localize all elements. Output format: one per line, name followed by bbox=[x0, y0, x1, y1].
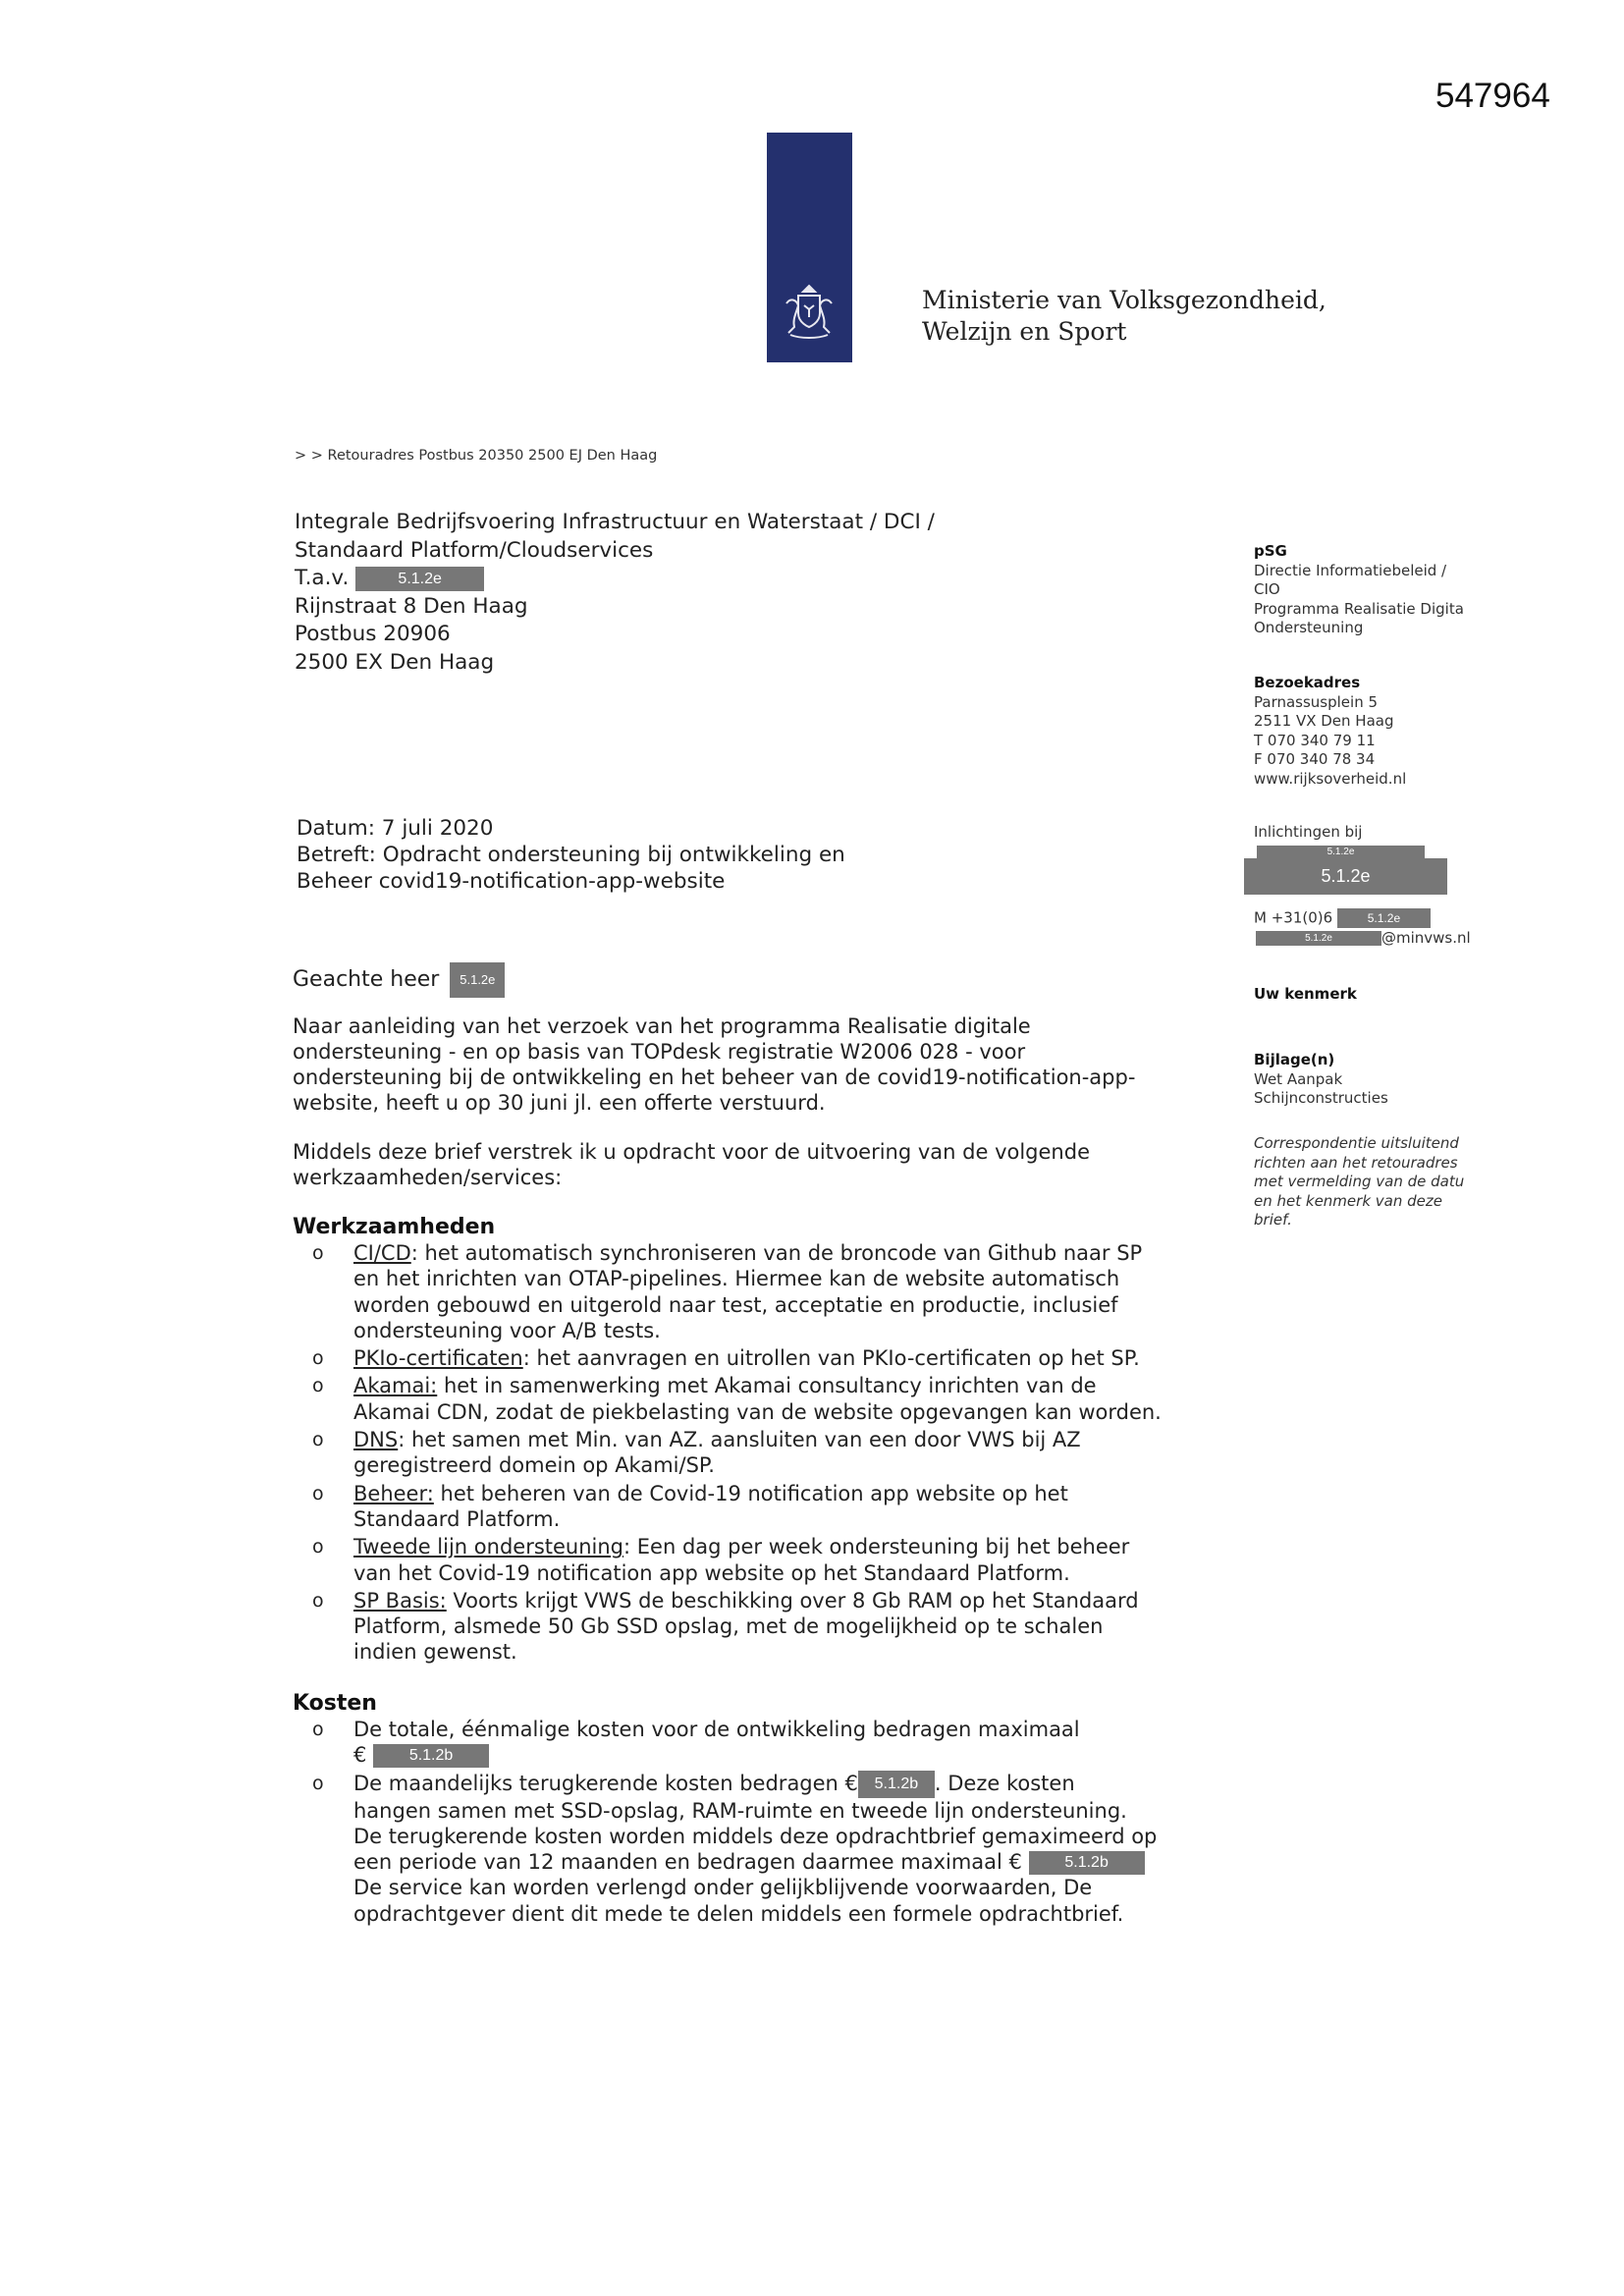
letter-meta bbox=[297, 815, 845, 895]
redaction-box: 5.1.2e bbox=[1257, 846, 1425, 858]
redaction-box: 5.1.2e bbox=[450, 962, 505, 998]
intro-line: website, heeft u op 30 juni jl. een offerte verstuurd. bbox=[293, 1091, 826, 1115]
list-item bbox=[304, 1717, 1157, 1769]
bullet-icon: o bbox=[312, 1536, 324, 1558]
item-text: : het automatisch synchroniseren van de broncode van Github naar SP bbox=[410, 1241, 1143, 1265]
sidebar-attachment-line: Schijnconstructies bbox=[1254, 1089, 1388, 1107]
redaction-box: 5.1.2e bbox=[1256, 931, 1381, 946]
assignment-line: Middels deze brief verstrek ik u opdracht voor de uitvoering van de volgende bbox=[293, 1140, 1090, 1164]
sidebar-org-line: Ondersteuning bbox=[1254, 619, 1364, 636]
intro-paragraph bbox=[293, 1013, 1135, 1116]
kosten-list bbox=[304, 1717, 1157, 1929]
redaction-box: 5.1.2e bbox=[1244, 858, 1447, 895]
item-text: . Deze kosten bbox=[934, 1771, 1075, 1795]
redaction-box: 5.1.2b bbox=[858, 1771, 935, 1798]
item-text: Voorts krijgt VWS de beschikking over 8 Gb RAM op het Standaard bbox=[446, 1588, 1139, 1613]
redaction-box: 5.1.2b bbox=[373, 1744, 489, 1768]
item-text: het in samenwerking met Akamai consultancy inrichten van de bbox=[437, 1374, 1097, 1398]
recipient-tav bbox=[295, 565, 935, 593]
redaction-box: 5.1.2b bbox=[1029, 1851, 1145, 1875]
recipient-postbus: Postbus 20906 bbox=[295, 622, 451, 646]
list-item bbox=[304, 1240, 1162, 1343]
ministry-line-2: Welzijn en Sport bbox=[922, 317, 1127, 346]
werkzaamheden-list bbox=[304, 1240, 1162, 1667]
sidebar-attachments bbox=[1254, 1051, 1388, 1109]
list-item bbox=[304, 1588, 1162, 1666]
list-item bbox=[304, 1345, 1162, 1371]
bullet-icon: o bbox=[312, 1347, 324, 1370]
salutation-text: Geachte heer bbox=[293, 967, 440, 992]
item-label: Tweede lijn ondersteuning bbox=[353, 1535, 624, 1559]
sidebar-visit-line: www.rijksoverheid.nl bbox=[1254, 769, 1407, 788]
item-text: Platform, alsmede 50 Gb SSD opslag, met de mogelijkheid op te schalen bbox=[353, 1614, 1104, 1639]
subject-line-1: Betreft: Opdracht ondersteuning bij ontwikkeling en bbox=[297, 843, 845, 867]
recipient-address bbox=[295, 509, 935, 677]
sidebar-correspondence-note bbox=[1254, 1134, 1464, 1230]
sidebar-note-line: Correspondentie uitsluitend bbox=[1254, 1134, 1459, 1152]
sidebar-visit-line: 2511 VX Den Haag bbox=[1254, 712, 1394, 730]
item-text: hangen samen met SSD-opslag, RAM-ruimte en tweede lijn ondersteuning. bbox=[353, 1798, 1127, 1823]
list-item bbox=[304, 1427, 1162, 1479]
item-text: ondersteuning voor A/B tests. bbox=[353, 1318, 661, 1342]
list-item bbox=[304, 1373, 1162, 1425]
salutation bbox=[293, 962, 505, 998]
sidebar-info-heading: Inlichtingen bij bbox=[1254, 823, 1363, 841]
bullet-icon: o bbox=[312, 1242, 324, 1264]
bullet-icon: o bbox=[312, 1482, 324, 1504]
bullet-icon: o bbox=[312, 1375, 324, 1397]
royal-crest-icon bbox=[775, 278, 843, 347]
list-item bbox=[304, 1481, 1162, 1533]
ministry-name bbox=[922, 285, 1326, 348]
item-text: : het aanvragen en uitrollen van PKIo-certificaten op het SP. bbox=[522, 1346, 1140, 1371]
sidebar-note-line: richten aan het retouradres bbox=[1254, 1153, 1458, 1172]
bullet-icon: o bbox=[312, 1589, 324, 1612]
werkzaamheden-heading: Werkzaamheden bbox=[293, 1215, 496, 1239]
list-item bbox=[304, 1771, 1157, 1927]
item-text: Standaard Platform. bbox=[353, 1506, 561, 1531]
item-label: Akamai: bbox=[353, 1374, 438, 1398]
bullet-icon: o bbox=[312, 1429, 324, 1451]
item-text: indien gewenst. bbox=[353, 1640, 517, 1665]
redaction-box: 5.1.2e bbox=[355, 567, 484, 591]
sidebar-note-line: met vermelding van de datu bbox=[1254, 1173, 1465, 1190]
intro-line: Naar aanleiding van het verzoek van het programma Realisatie digitale bbox=[293, 1014, 1031, 1038]
item-label: PKIo-certificaten bbox=[353, 1346, 523, 1371]
item-text: De totale, éénmalige kosten voor de ontwikkeling bedragen maximaal bbox=[353, 1718, 1080, 1741]
intro-line: ondersteuning - en op basis van TOPdesk registratie W2006 028 - voor bbox=[293, 1040, 1026, 1064]
item-text: : Een dag per week ondersteuning bij het beheer bbox=[623, 1535, 1130, 1559]
sidebar-kenmerk-heading: Uw kenmerk bbox=[1254, 985, 1357, 1003]
bullet-icon: o bbox=[312, 1719, 324, 1740]
bullet-icon: o bbox=[312, 1772, 324, 1794]
item-label: CI/CD bbox=[353, 1241, 411, 1265]
sidebar-org-line: CIO bbox=[1254, 580, 1280, 598]
item-text: De maandelijks terugkerende kosten bedragen € bbox=[353, 1771, 858, 1795]
sidebar-org bbox=[1254, 542, 1464, 638]
item-text: van het Covid-19 notification app website op het Standaard Platform. bbox=[353, 1560, 1070, 1585]
list-item bbox=[304, 1534, 1162, 1586]
euro-sign: € bbox=[353, 1743, 367, 1768]
recipient-street: Rijnstraat 8 Den Haag bbox=[295, 593, 528, 619]
sidebar-org-heading: pSG bbox=[1254, 542, 1287, 560]
subject-line-2: Beheer covid19-notification-app-website bbox=[297, 869, 726, 894]
item-text: De service kan worden verlengd onder gelijkblijvende voorwaarden, De bbox=[353, 1876, 1093, 1900]
assignment-paragraph bbox=[293, 1139, 1090, 1190]
redaction-box: 5.1.2e bbox=[1337, 908, 1431, 928]
item-label: DNS bbox=[353, 1428, 399, 1452]
item-text: De terugkerende kosten worden middels deze opdrachtbrief gemaximeerd op bbox=[353, 1824, 1158, 1848]
return-address: > > Retouradres Postbus 20350 2500 EJ Den Haag bbox=[295, 448, 658, 464]
sidebar-visit-address bbox=[1254, 674, 1406, 789]
item-text: Akamai CDN, zodat de piekbelasting van de website opgevangen kan worden. bbox=[353, 1399, 1162, 1424]
item-text: een periode van 12 maanden en bedragen daarmee maximaal € bbox=[353, 1850, 1022, 1875]
sidebar-note-line: brief. bbox=[1254, 1211, 1292, 1229]
item-text: worden gebouwd en uitgerold naar test, acceptatie en productie, inclusief bbox=[353, 1292, 1118, 1317]
sidebar-org-line: Programma Realisatie Digita bbox=[1254, 599, 1464, 618]
sidebar-note-line: en het kenmerk van deze bbox=[1254, 1191, 1442, 1210]
sidebar-visit-line: Parnassusplein 5 bbox=[1254, 692, 1379, 711]
ministry-logo-bar bbox=[767, 133, 852, 362]
item-text: en het inrichten van OTAP-pipelines. Hiermee kan de website automatisch bbox=[353, 1267, 1120, 1291]
item-text: geregistreerd domein op Akami/SP. bbox=[353, 1453, 715, 1478]
sidebar-email-suffix: @minvws.nl bbox=[1381, 929, 1471, 947]
sidebar-mobile bbox=[1254, 908, 1431, 928]
sidebar-visit-line: F 070 340 78 34 bbox=[1254, 750, 1376, 768]
tav-label: T.a.v. bbox=[295, 566, 350, 590]
sidebar-visit-heading: Bezoekadres bbox=[1254, 674, 1361, 691]
recipient-line-1: Integrale Bedrijfsvoering Infrastructuur en Waterstaat / DCI / bbox=[295, 510, 935, 534]
item-label: Beheer: bbox=[353, 1481, 434, 1505]
ministry-line-1: Ministerie van Volksgezondheid, bbox=[922, 286, 1326, 314]
sidebar-visit-line: T 070 340 79 11 bbox=[1254, 731, 1376, 749]
recipient-line-2: Standaard Platform/Cloudservices bbox=[295, 537, 654, 563]
sidebar-attachment-line: Wet Aanpak bbox=[1254, 1069, 1343, 1088]
kosten-heading: Kosten bbox=[293, 1691, 377, 1716]
item-text: het beheren van de Covid-19 notification app website op het bbox=[433, 1481, 1068, 1505]
intro-line: ondersteuning bij de ontwikkeling en het beheer van de covid19-notification-app- bbox=[293, 1066, 1136, 1089]
assignment-line: werkzaamheden/services: bbox=[293, 1166, 563, 1189]
sidebar-org-line: Directie Informatiebeleid / bbox=[1254, 561, 1447, 579]
sidebar-attachments-heading: Bijlage(n) bbox=[1254, 1051, 1335, 1068]
item-label: SP Basis: bbox=[353, 1588, 447, 1613]
recipient-city: 2500 EX Den Haag bbox=[295, 649, 495, 675]
item-text: opdrachtgever dient dit mede te delen middels een formele opdrachtbrief. bbox=[353, 1901, 1124, 1926]
document-number: 547964 bbox=[1435, 77, 1550, 115]
sidebar-email bbox=[1254, 929, 1471, 949]
sidebar-mobile-prefix: M +31(0)6 bbox=[1254, 908, 1333, 927]
date-line: Datum: 7 juli 2020 bbox=[297, 816, 494, 841]
item-text: : het samen met Min. van AZ. aansluiten van een door VWS bij AZ bbox=[398, 1428, 1081, 1452]
